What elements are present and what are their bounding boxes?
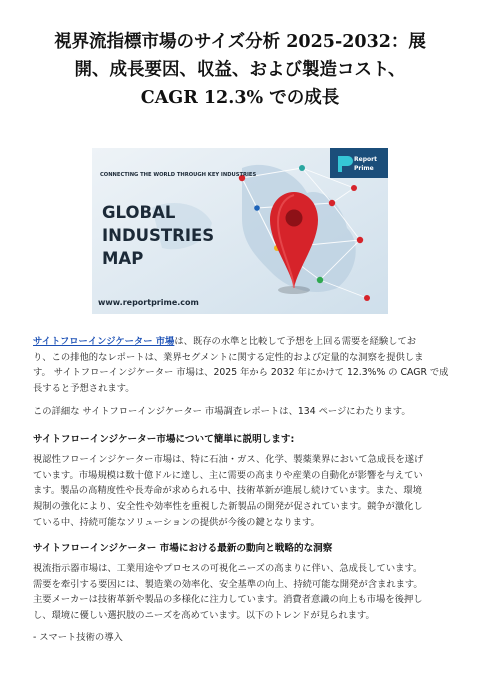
- bullet-item: - スマート技術の導入: [33, 632, 123, 643]
- title-line-2: 開、成長要因、収益、および製造コスト、: [74, 60, 406, 80]
- hero-url: www.reportprime.com: [98, 298, 199, 307]
- section2-line-2: 需要を牽引する要因には、製造業の効率化、安全基準の向上、持続可能な開発が含まれます。: [33, 578, 423, 590]
- hero-tagline: CONNECTING THE WORLD THROUGH KEY INDUSTRIES: [100, 172, 257, 178]
- hero-headline-3: MAP: [102, 249, 144, 268]
- section2-paragraph: [33, 561, 447, 624]
- global-industries-map-graphic: [92, 148, 388, 314]
- section1-line-5: ている中、持続可能なソリューションの提供が今後の鍵となります。: [33, 516, 320, 528]
- intro-paragraph: [33, 334, 447, 397]
- section2-heading: サイトフローインジケーター 市場における最新の動向と戦略的な洞察: [33, 543, 333, 554]
- brand-text-2: Prime: [354, 165, 374, 172]
- title-line-1: 視界流指標市場のサイズ分析 2025-2032：展: [54, 32, 426, 52]
- bullet-list: [33, 630, 447, 646]
- hero-image: [92, 148, 388, 314]
- section1-heading: サイトフローインジケーター市場について簡単に説明します:: [33, 434, 295, 445]
- section2-line-3: 主要メーカーは技術革新や製品の多様化に注力しています。消費者意識の向上も市場を後押し: [33, 594, 423, 606]
- intro-line-1: [33, 334, 447, 350]
- section1-line-2: ています。市場規模は数十億ドルに達し、主に需要の高まりや産業の自動化が影響を与えてい: [33, 469, 423, 481]
- intro-line-1-rest: は、既存の水準と比較して予想を上回る需要を経験してお: [174, 336, 417, 347]
- section1-line-3: ます。製品の高精度性や長寿命が求められる中、技術革新が進展し続けています。また、環境: [33, 485, 422, 497]
- section2-line-1: 視流指示器市場は、工業用途やプロセスの可視化ニーズの高まりに伴い、急成長しています。: [33, 563, 423, 574]
- hero-headline-2: INDUSTRIES: [102, 226, 215, 245]
- pages-note: [33, 404, 447, 420]
- hero-headline-1: GLOBAL: [102, 203, 176, 222]
- page-title: [30, 28, 450, 112]
- section2-line-4: し、環境に優しい選択肢のニーズを高めています。以下のトレンドが見られます。: [33, 610, 375, 622]
- title-line-3: CAGR 12.3% での成長: [140, 88, 340, 108]
- intro-line-3: す。 サイトフローインジケーター 市場は、2025 年から 2032 年にかけて 12.3%% の CAGR で成: [33, 367, 449, 379]
- section1-line-4: 規制の強化により、安全性や効率性を重視した新製品の開発が促されています。競争が激化し: [33, 501, 423, 513]
- market-link[interactable]: サイトフローインジケーター 市場: [33, 336, 175, 347]
- pages-note-text: この詳細な サイトフローインジケーター 市場調査レポートは、134 ページにわたります。: [33, 406, 411, 417]
- section1-paragraph: [33, 452, 447, 531]
- intro-line-2: り、この排他的なレポートは、業界セグメントに関する定性的および定量的な洞察を提供しま: [33, 351, 424, 363]
- intro-line-4: 長すると予想されます。: [33, 383, 135, 395]
- section1-line-1: 視認性フローインジケーター市場は、特に石油・ガス、化学、製薬業界において急成長を遂げ: [33, 454, 424, 465]
- brand-text-1: Report: [354, 156, 377, 163]
